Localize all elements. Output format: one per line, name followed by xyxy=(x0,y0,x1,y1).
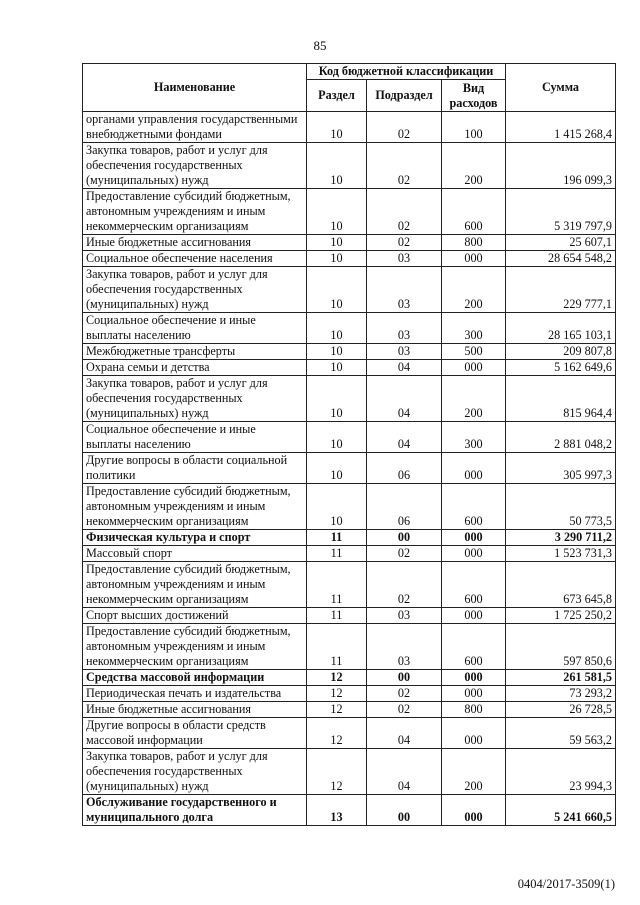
row-expense-type: 200 xyxy=(442,267,506,313)
row-sum: 1 415 268,4 xyxy=(506,112,616,143)
row-section: 12 xyxy=(307,718,367,749)
row-subsection: 00 xyxy=(367,795,442,826)
header-subsection: Подраздел xyxy=(367,80,442,112)
table-row xyxy=(83,267,616,313)
row-section: 10 xyxy=(307,376,367,422)
row-expense-type: 100 xyxy=(442,112,506,143)
row-subsection: 06 xyxy=(367,484,442,530)
row-sum: 28 165 103,1 xyxy=(506,313,616,344)
row-expense-type: 200 xyxy=(442,749,506,795)
row-name: Закупка товаров, работ и услуг для обеспечения государственных (муниципальных) нужд xyxy=(83,143,307,189)
row-subsection: 03 xyxy=(367,344,442,360)
row-name: органами управления государственными внебюджетными фондами xyxy=(83,112,307,143)
table-row xyxy=(83,235,616,251)
row-subsection: 04 xyxy=(367,376,442,422)
row-expense-type: 000 xyxy=(442,670,506,686)
table-row xyxy=(83,251,616,267)
row-sum: 28 654 548,2 xyxy=(506,251,616,267)
row-name: Спорт высших достижений xyxy=(83,608,307,624)
row-name: Социальное обеспечение и иные выплаты населению xyxy=(83,313,307,344)
header-expense-type: Вид расходов xyxy=(442,80,506,112)
table-row xyxy=(83,422,616,453)
row-sum: 815 964,4 xyxy=(506,376,616,422)
row-subsection: 03 xyxy=(367,608,442,624)
table-row xyxy=(83,624,616,670)
row-name: Охрана семьи и детства xyxy=(83,360,307,376)
row-name: Предоставление субсидий бюджетным, автономным учреждениям и иным некоммерческим организациям xyxy=(83,624,307,670)
row-section: 11 xyxy=(307,546,367,562)
row-name: Обслуживание государственного и муниципального долга xyxy=(83,795,307,826)
row-expense-type: 200 xyxy=(442,376,506,422)
row-name: Иные бюджетные ассигнования xyxy=(83,235,307,251)
row-section: 11 xyxy=(307,562,367,608)
row-sum: 209 807,8 xyxy=(506,344,616,360)
budget-table xyxy=(82,63,616,826)
table-row xyxy=(83,608,616,624)
row-expense-type: 000 xyxy=(442,795,506,826)
row-sum: 305 997,3 xyxy=(506,453,616,484)
row-name: Закупка товаров, работ и услуг для обеспечения государственных (муниципальных) нужд xyxy=(83,376,307,422)
row-section: 10 xyxy=(307,251,367,267)
row-name: Массовый спорт xyxy=(83,546,307,562)
row-subsection: 02 xyxy=(367,562,442,608)
row-section: 10 xyxy=(307,189,367,235)
row-name: Предоставление субсидий бюджетным, автономным учреждениям и иным некоммерческим организациям xyxy=(83,189,307,235)
table-row xyxy=(83,189,616,235)
row-sum: 5 319 797,9 xyxy=(506,189,616,235)
page-number: 85 xyxy=(313,38,327,53)
table-row xyxy=(83,718,616,749)
table-row xyxy=(83,344,616,360)
table-row xyxy=(83,376,616,422)
row-section: 10 xyxy=(307,344,367,360)
row-section: 10 xyxy=(307,112,367,143)
row-name: Закупка товаров, работ и услуг для обеспечения государственных (муниципальных) нужд xyxy=(83,749,307,795)
row-name: Средства массовой информации xyxy=(83,670,307,686)
row-expense-type: 600 xyxy=(442,562,506,608)
row-sum: 196 099,3 xyxy=(506,143,616,189)
row-section: 12 xyxy=(307,749,367,795)
row-expense-type: 200 xyxy=(442,143,506,189)
table-row xyxy=(83,313,616,344)
row-expense-type: 300 xyxy=(442,313,506,344)
row-name: Предоставление субсидий бюджетным, автономным учреждениям и иным некоммерческим организациям xyxy=(83,484,307,530)
row-expense-type: 000 xyxy=(442,251,506,267)
row-expense-type: 000 xyxy=(442,686,506,702)
row-section: 11 xyxy=(307,530,367,546)
row-name: Иные бюджетные ассигнования xyxy=(83,702,307,718)
row-section: 10 xyxy=(307,360,367,376)
row-subsection: 02 xyxy=(367,686,442,702)
row-name: Социальное обеспечение населения xyxy=(83,251,307,267)
header-sum: Сумма xyxy=(506,64,616,112)
row-subsection: 00 xyxy=(367,530,442,546)
row-subsection: 02 xyxy=(367,546,442,562)
row-expense-type: 000 xyxy=(442,530,506,546)
row-expense-type: 600 xyxy=(442,484,506,530)
row-subsection: 03 xyxy=(367,267,442,313)
row-name: Социальное обеспечение и иные выплаты населению xyxy=(83,422,307,453)
row-sum: 5 162 649,6 xyxy=(506,360,616,376)
table-row xyxy=(83,702,616,718)
table-row xyxy=(83,670,616,686)
row-name: Предоставление субсидий бюджетным, автономным учреждениям и иным некоммерческим организациям xyxy=(83,562,307,608)
table-row xyxy=(83,562,616,608)
row-expense-type: 500 xyxy=(442,344,506,360)
row-subsection: 06 xyxy=(367,453,442,484)
row-section: 10 xyxy=(307,313,367,344)
row-expense-type: 000 xyxy=(442,608,506,624)
row-name: Периодическая печать и издательства xyxy=(83,686,307,702)
row-sum: 59 563,2 xyxy=(506,718,616,749)
header-name: Наименование xyxy=(83,64,307,112)
table-row xyxy=(83,143,616,189)
row-section: 12 xyxy=(307,686,367,702)
row-expense-type: 300 xyxy=(442,422,506,453)
row-sum: 73 293,2 xyxy=(506,686,616,702)
row-subsection: 02 xyxy=(367,189,442,235)
row-expense-type: 000 xyxy=(442,718,506,749)
header-code-group: Код бюджетной классификации xyxy=(307,64,506,80)
row-sum: 23 994,3 xyxy=(506,749,616,795)
row-subsection: 04 xyxy=(367,749,442,795)
row-subsection: 02 xyxy=(367,143,442,189)
row-subsection: 04 xyxy=(367,718,442,749)
row-sum: 25 607,1 xyxy=(506,235,616,251)
row-subsection: 02 xyxy=(367,235,442,251)
row-section: 10 xyxy=(307,143,367,189)
row-name: Физическая культура и спорт xyxy=(83,530,307,546)
table-row xyxy=(83,546,616,562)
row-expense-type: 800 xyxy=(442,702,506,718)
row-subsection: 02 xyxy=(367,702,442,718)
table-row xyxy=(83,453,616,484)
row-expense-type: 000 xyxy=(442,546,506,562)
row-sum: 673 645,8 xyxy=(506,562,616,608)
table-row xyxy=(83,484,616,530)
row-subsection: 00 xyxy=(367,670,442,686)
row-section: 10 xyxy=(307,235,367,251)
table-row xyxy=(83,749,616,795)
row-name: Закупка товаров, работ и услуг для обеспечения государственных (муниципальных) нужд xyxy=(83,267,307,313)
row-section: 10 xyxy=(307,484,367,530)
row-name: Межбюджетные трансферты xyxy=(83,344,307,360)
row-subsection: 03 xyxy=(367,313,442,344)
row-section: 10 xyxy=(307,422,367,453)
table-row xyxy=(83,795,616,826)
row-subsection: 02 xyxy=(367,112,442,143)
row-subsection: 03 xyxy=(367,624,442,670)
row-expense-type: 800 xyxy=(442,235,506,251)
row-section: 12 xyxy=(307,702,367,718)
row-sum: 3 290 711,2 xyxy=(506,530,616,546)
row-section: 11 xyxy=(307,608,367,624)
row-sum: 2 881 048,2 xyxy=(506,422,616,453)
row-sum: 1 725 250,2 xyxy=(506,608,616,624)
row-name: Другие вопросы в области средств массовой информации xyxy=(83,718,307,749)
row-subsection: 04 xyxy=(367,360,442,376)
header-section: Раздел xyxy=(307,80,367,112)
row-section: 10 xyxy=(307,453,367,484)
table-row xyxy=(83,112,616,143)
document-code: 0404/2017-3509(1) xyxy=(517,877,615,891)
row-sum: 229 777,1 xyxy=(506,267,616,313)
row-sum: 1 523 731,3 xyxy=(506,546,616,562)
row-section: 10 xyxy=(307,267,367,313)
row-name: Другие вопросы в области социальной политики xyxy=(83,453,307,484)
row-expense-type: 000 xyxy=(442,360,506,376)
row-sum: 26 728,5 xyxy=(506,702,616,718)
row-expense-type: 000 xyxy=(442,453,506,484)
row-subsection: 03 xyxy=(367,251,442,267)
row-section: 12 xyxy=(307,670,367,686)
row-section: 11 xyxy=(307,624,367,670)
row-sum: 5 241 660,5 xyxy=(506,795,616,826)
table-row xyxy=(83,686,616,702)
row-sum: 50 773,5 xyxy=(506,484,616,530)
table-row xyxy=(83,530,616,546)
row-sum: 261 581,5 xyxy=(506,670,616,686)
row-sum: 597 850,6 xyxy=(506,624,616,670)
row-expense-type: 600 xyxy=(442,189,506,235)
row-expense-type: 600 xyxy=(442,624,506,670)
table-row xyxy=(83,360,616,376)
row-section: 13 xyxy=(307,795,367,826)
row-subsection: 04 xyxy=(367,422,442,453)
